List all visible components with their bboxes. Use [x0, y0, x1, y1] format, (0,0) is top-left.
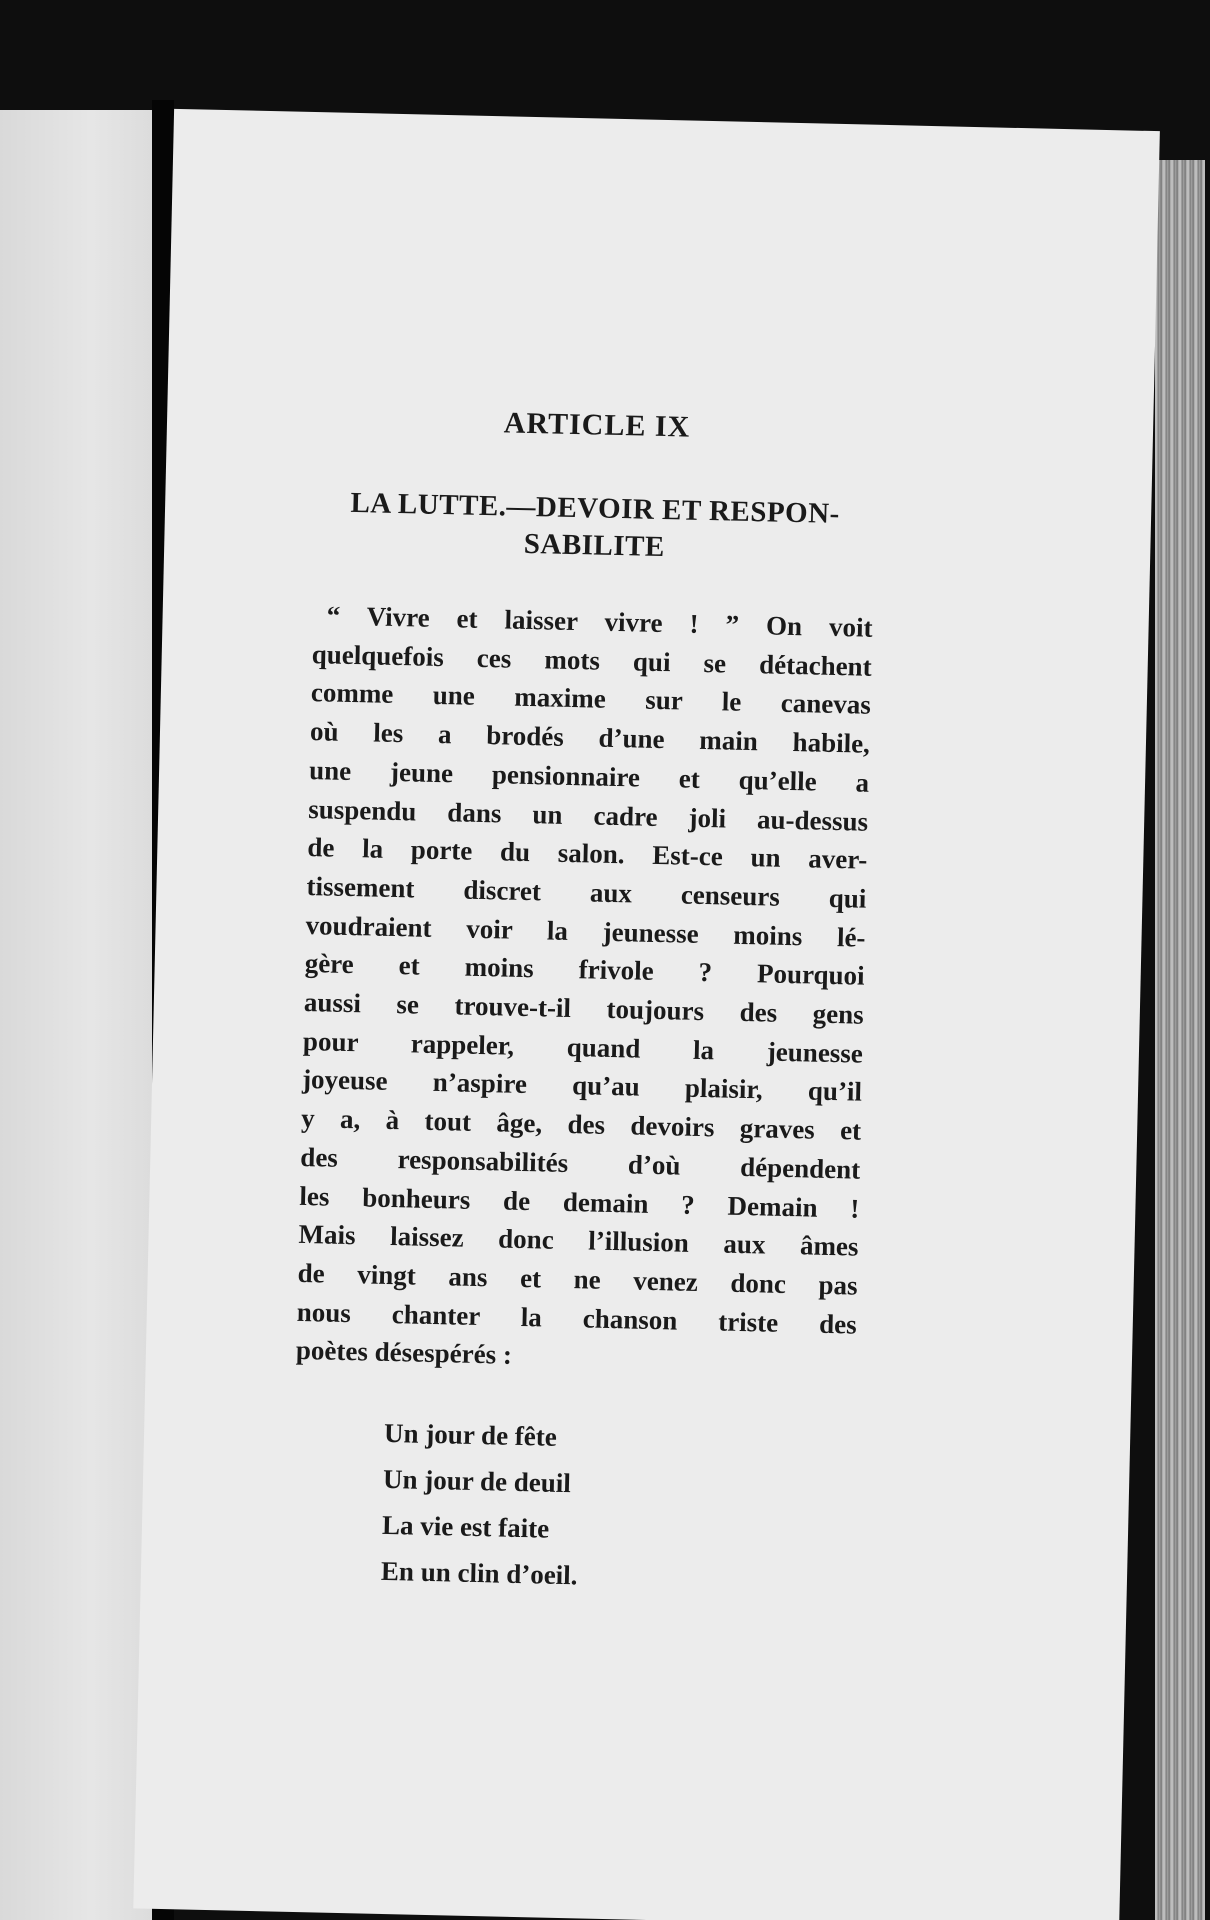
page-text-block: [291, 402, 878, 1604]
body-line: tissement discret aux censeurs qui: [306, 870, 867, 914]
body-line: poètes désespérés :: [295, 1335, 513, 1371]
section-heading-line: SABILITE: [523, 527, 666, 564]
left-page-fragment: [0, 110, 152, 1920]
body-line: de la porte du salon. Est-ce un aver-: [307, 832, 868, 875]
body-line: suspendu dans un cadre joli au-dessus: [307, 793, 869, 837]
poem-line: Un jour de fête: [383, 1417, 558, 1452]
body-line: Mais laissez donc l’illusion aux âmes: [298, 1219, 859, 1262]
body-line: nous chanter la chanson triste des: [296, 1296, 858, 1340]
body-line: où les a brodés d’une main habile,: [309, 716, 871, 759]
body-line: joyeuse n’aspire qu’au plaisir, qu’il: [301, 1064, 863, 1108]
body-line: aussi se trouve-t-il toujours des gens: [303, 987, 865, 1030]
body-line: “ Vivre et laisser vivre ! ” On voit: [326, 600, 873, 643]
section-heading: [314, 484, 876, 571]
body-line: des responsabilités d’où dépendent: [300, 1141, 861, 1185]
book-page: [133, 109, 1160, 1920]
body-line: comme une maxime sur le canevas: [310, 677, 872, 721]
section-heading-line: LA LUTTE.—DEVOIR ET RESPON-: [350, 486, 841, 531]
body-paragraph: [296, 596, 873, 1383]
body-line: une jeune pensionnaire et qu’elle a: [308, 754, 870, 798]
body-line: quelquefois ces mots qui se détachent: [311, 638, 872, 682]
body-line: les bonheurs de demain ? Demain !: [299, 1180, 860, 1224]
body-line: voudraient voir la jeunesse moins lé-: [305, 909, 866, 953]
article-title: ARTICLE IX: [503, 406, 691, 444]
body-line: gère et moins frivole ? Pourquoi: [304, 948, 865, 992]
body-line: pour rappeler, quand la jeunesse: [302, 1025, 864, 1069]
poem-line: La vie est faite: [381, 1509, 550, 1544]
poem-verse: [380, 1410, 854, 1605]
body-line: y a, à tout âge, des devoirs graves et: [300, 1103, 862, 1146]
poem-line: En un clin d’oeil.: [380, 1555, 578, 1591]
page-edge-stack: [1155, 160, 1205, 1920]
body-line: de vingt ans et ne venez donc pas: [297, 1257, 858, 1301]
poem-line: Un jour de deuil: [382, 1463, 572, 1499]
